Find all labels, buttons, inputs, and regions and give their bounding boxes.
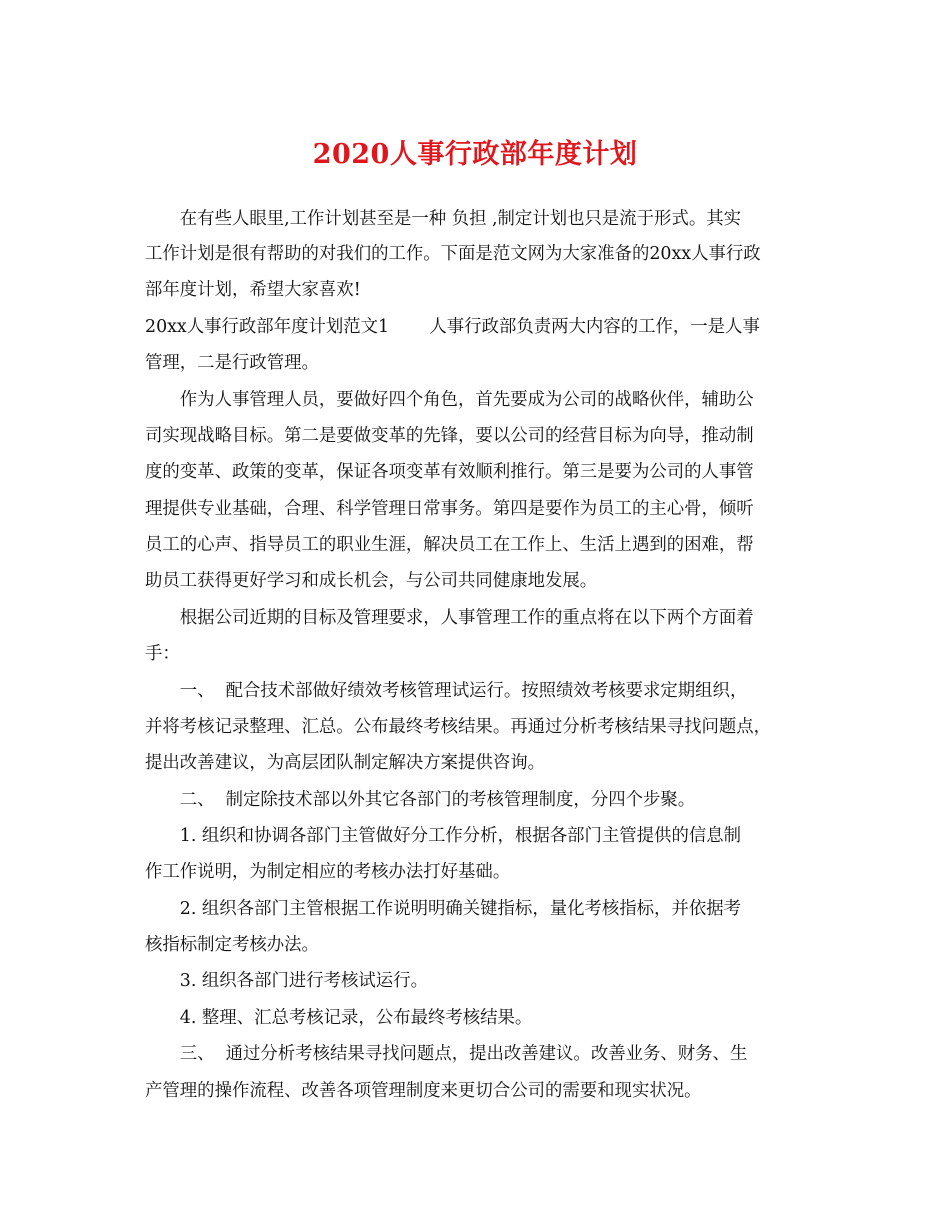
paragraph-line: 1. 组织和协调各部门主管做好分工作分析，根据各部门主管提供的信息制 <box>145 826 742 846</box>
paragraph-line: 部年度计划，希望大家喜欢! <box>145 280 361 300</box>
paragraph-line: 并将考核记录整理、汇总。公布最终考核结果。再通过分析考核结果寻找问题点， <box>145 717 772 737</box>
paragraph-line: 作为人事管理人员，要做好四个角色，首先要成为公司的战略伙伴，辅助公 <box>145 390 754 410</box>
paragraph-line: 20xx人事行政部年度计划范文1 人事行政部负责两大内容的工作，一是人事 <box>145 317 760 337</box>
paragraph-line: 产管理的操作流程、改善各项管理制度来更切合公司的需要和现实状况。 <box>145 1081 702 1101</box>
paragraph-line: 一、 配合技术部做好绩效考核管理试运行。按照绩效考核要求定期组织， <box>145 681 748 701</box>
paragraph-line: 根据公司近期的目标及管理要求，人事管理工作的重点将在以下两个方面着 <box>145 608 754 628</box>
paragraph-line: 2. 组织各部门主管根据工作说明明确关键指标，量化考核指标，并依据考 <box>145 899 742 919</box>
paragraph-line: 助员工获得更好学习和成长机会，与公司共同健康地发展。 <box>145 571 598 591</box>
paragraph-line: 作工作说明，为制定相应的考核办法打好基础。 <box>145 862 511 882</box>
paragraph-line: 手： <box>145 644 180 664</box>
paragraph-line: 三、 通过分析考核结果寻找问题点，提出改善建议。改善业务、财务、生 <box>145 1044 748 1064</box>
paragraph-line: 4. 整理、汇总考核记录，公布最终考核结果。 <box>145 1008 533 1028</box>
paragraph-line: 度的变革、政策的变革，保证各项变革有效顺利推行。第三是要为公司的人事管 <box>145 462 754 482</box>
paragraph-line: 工作计划是很有帮助的对我们的工作。下面是范文网为大家准备的20xx人事行政 <box>145 244 761 264</box>
paragraph-line: 3. 组织各部门进行考核试运行。 <box>145 971 428 991</box>
paragraph-line: 在有些人眼里,工作计划甚至是一种 负担 ,制定计划也只是流于形式。其实 <box>145 209 742 229</box>
paragraph-line: 员工的心声、指导员工的职业生涯，解决员工在工作上、生活上遇到的困难，帮 <box>145 535 754 555</box>
page-title: 2020人事行政部年度计划 <box>312 139 638 170</box>
paragraph-line: 核指标制定考核办法。 <box>145 935 319 955</box>
paragraph-line: 二、 制定除技术部以外其它各部门的考核管理制度，分四个步聚。 <box>145 790 696 810</box>
paragraph-line: 司实现战略目标。第二是要做变革的先锋，要以公司的经营目标为向导，推动制 <box>145 426 754 446</box>
paragraph-line: 管理，二是行政管理。 <box>145 353 319 373</box>
paragraph-line: 理提供专业基础，合理、科学管理日常事务。第四是要作为员工的主心骨，倾听 <box>145 499 754 519</box>
paragraph-line: 提出改善建议，为高层团队制定解决方案提供咨询。 <box>145 753 545 773</box>
